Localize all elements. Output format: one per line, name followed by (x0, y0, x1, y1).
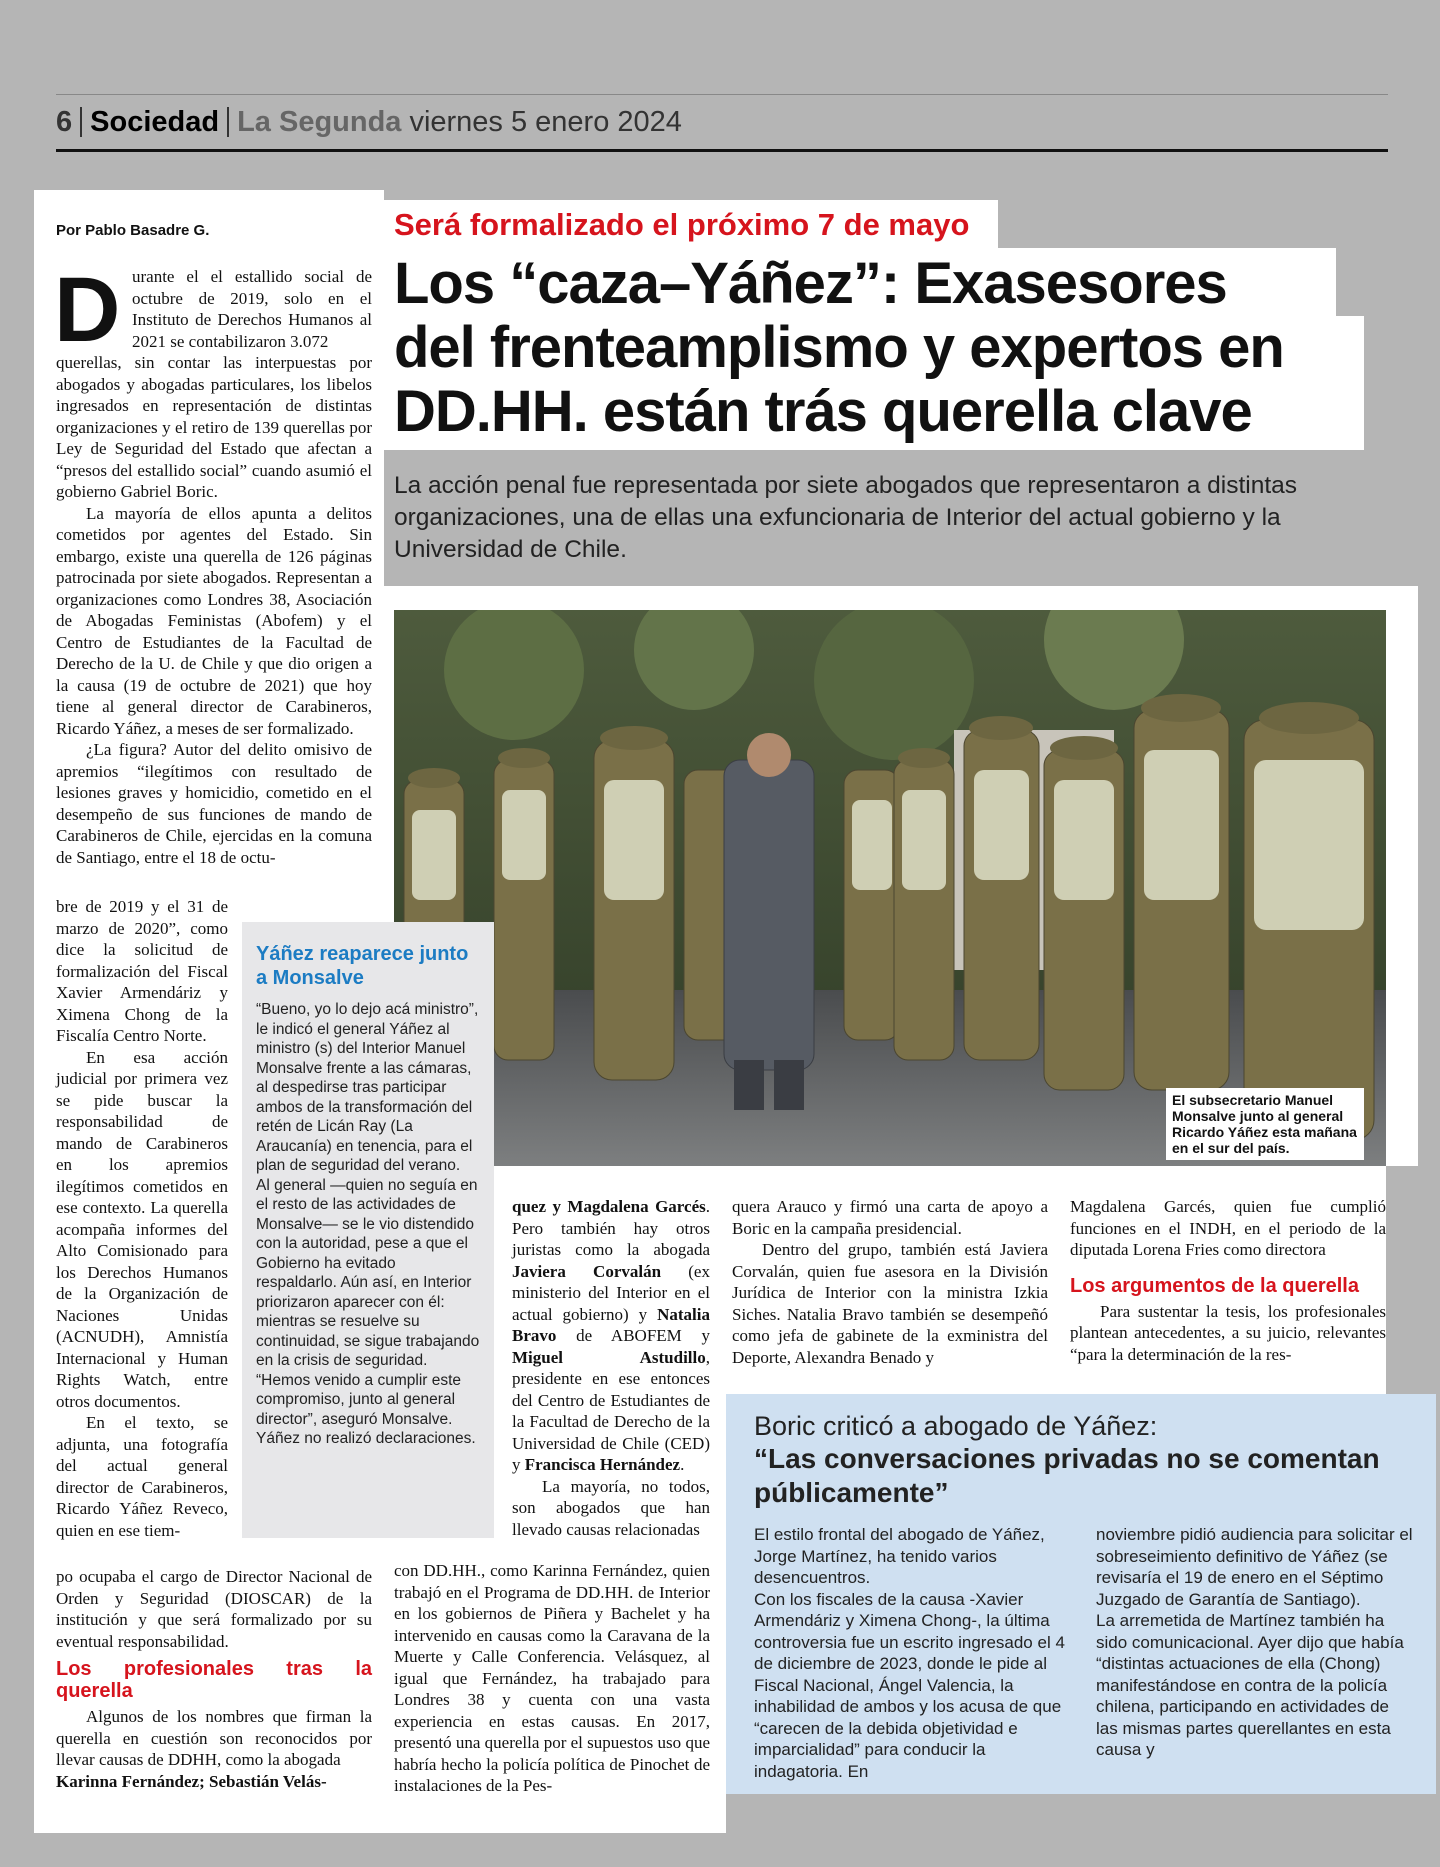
subhead-professionals: Los profesionales tras la querella (56, 1658, 372, 1702)
boric-paragraph: Con los fiscales de la causa -Xavier Armendáriz y Ximena Chong-, la última controversia fue un escrito ingresado el 4 de diciembre de 2023, donde le pide al Fiscal Nacional, Ángel Valencia, la inhabilidad de ambos y los acusa de que “carecen de la debida objetividad e imparcialidad” para conducir la indagatoria. En (754, 1589, 1065, 1781)
article-column-4 (1070, 1196, 1386, 1365)
sidebar-paragraph: “Bueno, yo lo dejo acá ministro”, le indicó el general Yáñez al ministro (s) del Interior Manuel Monsalve frente a las cámaras, al despedirse tras participar ambos de la transformación del retén de Licán Ray (La Araucanía) en tenencia, para el plan de seguridad del verano. (256, 1001, 479, 1174)
article-paragraph: Para sustentar la tesis, los profesionales plantean antecedentes, a su juicio, relevantes “para la determinación de la res- (1070, 1301, 1386, 1364)
boric-box-right-column (1096, 1524, 1414, 1782)
top-rule (56, 94, 1388, 95)
article-paragraph: bre de 2019 y el 31 de marzo de 2020”, como dice la solicitud de formalización del Fiscal Xavier Armendáriz y Ximena Chong de la Fiscalía Centro Norte. (56, 897, 228, 1045)
sidebar-paragraph: Al general —quien no seguía en el resto de las actividades de Monsalve— se le vio distendido con la autoridad, pese a que el Gobierno ha evitado respaldarlo. Aún así, en Interior priorizaron aparecer con él: mientras se resuelve su continuidad, se sigue trabajando en la crisis de seguridad. “Hemos venido a cumplir este compromiso, junto al general director”, aseguró Monsalve. Yáñez no realizó declaraciones. (256, 1176, 480, 1447)
lawyer-name: quez y Magdalena Garcés (512, 1197, 706, 1216)
article-paragraph: En esa acción judicial por primera vez se pide buscar la responsabilidad de mando de Carabineros en los apremios ilegítimos cometidos en ese contexto. La querella acompaña informes del Alto Comisionado para los Derechos Humanos de la Organización de Naciones Unidas (ACNUDH), Amnistía Internacional y Human Rights Watch, entre otros documentos. (56, 1047, 228, 1411)
photo-caption: El subsecretario Manuel Monsalve junto al general Ricardo Yáñez esta mañana en el sur del país. (1166, 1088, 1364, 1160)
lawyer-name: Miguel Astudillo (512, 1347, 706, 1367)
sidebar-box (242, 922, 494, 1538)
boric-paragraph: El estilo frontal del abogado de Yáñez, Jorge Martínez, ha tenido varios desencuentros. (754, 1525, 1045, 1587)
deck: La acción penal fue representada por siete abogados que representaron a distintas organizaciones, una de ellas una exfuncionaria de Interior del actual gobierno y la Universidad de Chile. (384, 460, 1352, 576)
article-paragraph: con DD.HH., como Karinna Fernández, quien trabajó en el Programa de DD.HH. de Interior en los gobiernos de Piñera y Bachelet y ha intervenido en causas como la Caravana de la Muerte y Calle Conferencia. Velásquez, al igual que Fernández, ha trabajado para Londres 38 y cuenta con una vasta experiencia en estas causas. En 2017, presentó una querella por el supuestos uso que habría hecho la policía política de Pinochet de instalaciones de la Pes- (394, 1561, 710, 1795)
page-number: 6 (56, 105, 73, 138)
article-column-1-narrow (56, 896, 228, 1541)
article-paragraph: La mayoría, no todos, son abogados que han llevado causas relacionadas (512, 1476, 710, 1539)
masthead-rule (56, 149, 1388, 152)
subhead-arguments: Los argumentos de la querella (1070, 1274, 1359, 1297)
boric-box (726, 1394, 1436, 1794)
headline (384, 248, 1364, 450)
boric-box-title: Boric criticó a abogado de Yáñez: (754, 1411, 1158, 1441)
photo-illustration (394, 610, 1386, 1166)
article-paragraph: po ocupaba el cargo de Director Nacional de Orden y Seguridad (DIOSCAR) de la institución y que será formalizado por su eventual responsabilidad. (56, 1567, 372, 1651)
article-paragraph: quera Arauco y firmó una carta de apoyo a Boric en la campaña presidencial. (732, 1197, 1048, 1238)
lawyer-name: Natalia Bravo (512, 1304, 710, 1345)
article-column-2 (512, 1196, 710, 1540)
article-bold-names: Karinna Fernández; Sebastián Velás- (56, 1771, 327, 1791)
issue-date: viernes 5 enero 2024 (409, 105, 682, 138)
text-run: de ABOFEM y (556, 1326, 710, 1345)
article-intro-wrap (132, 266, 372, 352)
text-run: . (680, 1455, 685, 1474)
headline-line: DD.HH. están trás querella clave (384, 380, 1364, 450)
lawyer-name: Javiera Corvalán (512, 1261, 662, 1281)
article-column-3 (732, 1196, 1048, 1368)
article-paragraph: ¿La figura? Autor del delito omisivo de apremios “ilegítimos con resultado de lesiones graves y homicidio, cometido en el desempeño de sus funciones de mando de Carabineros de Chile, ejercidas en la comuna de Santiago, entre el 18 de octu- (56, 740, 372, 867)
boric-paragraph: La arremetida de Martínez también ha sido comunicacional. Ayer dijo que había “distintas actuaciones de ella (Chong) manifestándose en contra de la policía chilena, participando en actividades de las mismas partes querellantes en esta causa y (1096, 1611, 1404, 1759)
masthead-divider (227, 107, 229, 137)
article-paragraph: En el texto, se adjunta, una fotografía del actual general director de Carabineros, Ricardo Yáñez Reveco, quien en ese tiem- (56, 1413, 228, 1540)
boric-paragraph: noviembre pidió audiencia para solicitar el sobreseimiento definitivo de Yáñez (se revisaría el 19 de enero en el Séptimo Juzgado de Garantía de Santiago). (1096, 1525, 1413, 1609)
byline: Por Pablo Basadre G. (56, 222, 210, 239)
kicker: Será formalizado el próximo 7 de mayo (384, 200, 998, 250)
news-photo (394, 610, 1386, 1166)
lawyer-name: Francisca Hernández (524, 1455, 681, 1474)
masthead-divider (80, 107, 82, 137)
section-name: Sociedad (90, 105, 220, 138)
article-column-2-bottom (394, 1560, 710, 1797)
article-paragraph: querellas, sin contar las interpuestas por abogados y abogadas particulares, los libelos ingresados en representación de distintas organizaciones y el retiro de 139 querellas por Ley de Seguridad del Estado que afectan a “presos del estallido social” cuando asumió el gobierno Gabriel Boric. (56, 353, 372, 501)
article-paragraph: La mayoría de ellos apunta a delitos cometidos por agentes del Estado. Sin embargo, existe una querella de 126 páginas patrocinada por siete abogados. Representan a organizaciones como Londres 38, Asociación de Abogadas Feministas (Abofem) y el Centro de Estudiantes de la Facultad de Derecho de la U. de Chile y que dio origen a la causa (19 de octubre de 2021) que hoy tiene al general director de Carabineros, Ricardo Yáñez, a meses de ser formalizado. (56, 503, 372, 738)
article-paragraph: urante el el estallido social de octubre de 2019, solo en el Instituto de Derechos Humanos al 2021 se contabilizaron 3.072 (132, 267, 372, 351)
article-column-1 (56, 352, 372, 868)
drop-cap: D (54, 259, 121, 361)
text-run: (ex ministerio del Interior en el actual gobierno) y (512, 1261, 710, 1324)
boric-box-columns (754, 1524, 1414, 1782)
sidebar-title: Yáñez reaparece junto a Monsalve (256, 943, 469, 989)
article-paragraph: Magdalena Garcés, quien fue cumplió funciones en el INDH, en el periodo de la diputada Lorena Fries como directora (1070, 1197, 1386, 1259)
headline-line: Los “caza–Yáñez”: Exasesores (384, 248, 1336, 316)
article-column-1-bottom (56, 1566, 372, 1792)
masthead (56, 100, 682, 144)
article-paragraph: Dentro del grupo, también está Javiera Corvalán, quien fue asesora en la División Jurídica de Interior con la ministra Izkia Siches. Natalia Bravo también se desempeñó como jefa de gabinete de la exministra del Deporte, Alexandra Benado y (732, 1240, 1048, 1367)
text-run: , presidente en ese entonces del Centro de Estudiantes de la Facultad de Derecho de la Universidad de Chile (CED) y (512, 1347, 710, 1474)
article-paragraph: Algunos de los nombres que firman la querella en cuestión son reconocidos por llevar causas de DDHH, como la abogada (56, 1707, 372, 1769)
boric-box-quote: “Las conversaciones privadas no se comentan públicamente” (754, 1443, 1380, 1508)
article-paragraph (512, 1196, 710, 1476)
text-run: . Pero también hay otros juristas como la abogada (512, 1197, 710, 1259)
boric-box-left-column (754, 1524, 1072, 1782)
publication-name: La Segunda (237, 105, 402, 138)
headline-line: del frenteamplismo y expertos en (384, 316, 1364, 380)
sidebar-text (256, 1000, 480, 1449)
